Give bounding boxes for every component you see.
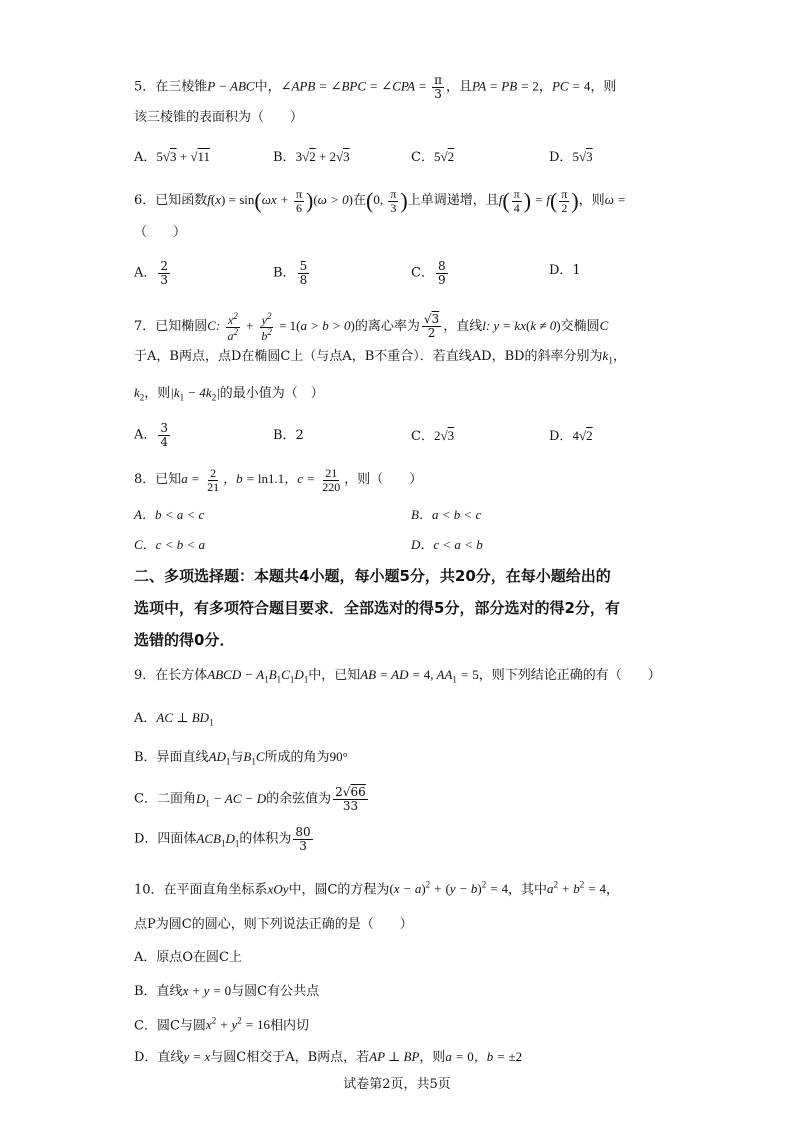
q6-option-d: D．1 — [549, 263, 581, 278]
q5-math-angles: ∠APB = ∠BPC = ∠CPA = — [280, 78, 431, 94]
q9-line1: 9．在长方体ABCD − $A_1B_1C_1D_1$中，已知AB = AD = 4, $AA_1 = 5$，则下列结论正确的有（ ） — [134, 667, 661, 685]
q6-line1: 6．已知函数f(x) = sin(ωx + $\frac{\pi}{6}$ )(ω > 0)在(0, $\frac{\pi}{3}$ )上单调递增，且f( $\frac{\pi}{4}$ ) = f( $\frac{\pi}{2}$ )，则ω = — [134, 187, 626, 215]
q6-math-equal: f( $\frac{\pi}{4}$ ) = f( $\frac{\pi}{2}$ ) — [498, 187, 579, 215]
q9-math-lengths: AB = AD = 4, $AA_1 = 5$ — [360, 667, 479, 685]
q8-option-d: D．c < a < b — [411, 537, 483, 552]
q5-frac-pi3: $\frac{\pi}{3}$ — [434, 73, 442, 101]
q6-option-b: B． $\frac{5}{8}$ — [273, 259, 308, 287]
q5-line2: 该三棱锥的表面积为（ ） — [134, 110, 304, 125]
q5-math-pyramid: P − ABC — [207, 78, 255, 94]
q5-math-pc: PC = 4 — [551, 78, 591, 94]
q5-option-c: C．5√2 — [411, 149, 455, 165]
q7-option-a: A． $\frac{3}{4}$ — [134, 421, 169, 449]
q10-math-ab: $a^2 + b^2 = 4$ — [546, 880, 607, 897]
q6-option-a: A． $\frac{2}{3}$ — [134, 259, 169, 287]
q10-option-c: C．圆C与圆$x^2 + y^2 = 16$相内切 — [134, 1016, 310, 1034]
q10-math-circle: $(x - a)^2 + (y - b)^2 = 4$ — [389, 880, 508, 897]
page-footer: 试卷第2页，共5页 — [343, 1077, 451, 1092]
q7-line2: 于A，B两点，点D在椭圆C上（与点A，B不重合）．若直线AD，BD的斜率分别为$k_1$， — [134, 348, 626, 366]
q9-option-b: B．异面直线$AD_1$与$B_1C$所成的角为90° — [134, 749, 348, 767]
q6-math-func: f(x) = sin(ωx + $\frac{\pi}{6}$ )(ω > 0) — [207, 187, 353, 215]
q7-option-b: B．2 — [273, 428, 304, 443]
q6-option-c: C． $\frac{8}{9}$ — [411, 259, 446, 287]
q7-frac-e: $\frac{√3}{2}$ — [423, 312, 440, 341]
q7-line1: 7．已知椭圆C: $\frac{x^2}{a^2}$ + $\frac{y^2}{b^2}$ = 1(a > b > 0)的离心率为 $\frac{√3}{2}$ ，直线l: y = kx(k ≠ 0)交椭圆C — [134, 311, 609, 343]
q5-option-d: D．5√3 — [549, 149, 593, 165]
q9-option-a: A．AC ⊥ $BD_1$ — [134, 710, 214, 728]
q6-math-interval: (0, $\frac{\pi}{3}$ ) — [365, 187, 408, 215]
q8-line1: 8．已知a = $\frac{2}{21}$ ，b = ln1.1，c = $\frac{21}{220}$ ，则（ ） — [134, 466, 423, 494]
q9-math-cuboid: ABCD − $A_1B_1C_1D_1$ — [207, 667, 309, 685]
q5-option-b: B．3√2 + 2√3 — [273, 149, 350, 165]
q7-math-line: l: y = kx(k ≠ 0) — [482, 318, 561, 334]
q7-math-ellipse: C: $\frac{x^2}{a^2}$ + $\frac{y^2}{b^2}$ = 1(a > b > 0) — [207, 311, 355, 343]
q8-option-c: C．c < b < a — [134, 537, 205, 552]
q10-option-a: A．原点O在圆C上 — [134, 950, 242, 965]
q8-option-a: A．b < a < c — [134, 507, 205, 522]
q10-option-b: B．直线x + y = 0与圆C有公共点 — [134, 983, 320, 999]
q5-math-pa: PA = PB = 2 — [472, 78, 539, 94]
q8-math-values: a = $\frac{2}{21}$ ，b = ln1.1，c = $\frac{21}{220}$ — [181, 466, 341, 494]
q9-option-c: C．二面角$D_1$ − AC − D的余弦值为 $\frac{2√66}{33}$ — [134, 785, 366, 813]
section2-heading-line3: 选错的得0分． — [134, 631, 235, 649]
section2-heading-line2: 选项中，有多项符合题目要求．全部选对的得5分，部分选对的得2分，有 — [134, 599, 620, 617]
q10-line1: 10．在平面直角坐标系xOy中，圆C的方程为$(x - a)^2 + (y - b)^2 = 4$，其中$a^2 + b^2 = 4$， — [134, 880, 620, 898]
q9-option-d: D．四面体$ACB_1D_1$的体积为 $\frac{80}{3}$ — [134, 825, 311, 853]
q7-line3: $k_2$，则$|k_1 - 4k_2|$的最小值为（ ） — [134, 385, 324, 403]
q10-option-d: D．直线y = x与圆C相交于A，B两点，若AP ⊥ BP，则a = 0，b = ±2 — [134, 1049, 523, 1065]
q5-line1: 5．在三棱锥P − ABC中，∠APB = ∠BPC = ∠CPA = $\frac{\pi}{3}$ ，且PA = PB = 2，PC = 4，则 — [134, 73, 617, 101]
q8-option-b: B．a < b < c — [411, 507, 482, 522]
q7-math-abs: $|k_1 - 4k_2|$ — [170, 385, 220, 403]
q5-option-a: A．5√3 + √11 — [134, 149, 211, 165]
q6-line2: （ ） — [134, 225, 187, 240]
q10-line2: 点P为圆C的圆心，则下列说法正确的是（ ） — [134, 917, 413, 932]
q7-option-c: C．2√3 — [411, 428, 455, 444]
q7-option-d: D．4√2 — [549, 428, 593, 444]
section2-heading-line1: 二、多项选择题：本题共4小题，每小题5分，共20分，在每小题给出的 — [134, 567, 611, 585]
